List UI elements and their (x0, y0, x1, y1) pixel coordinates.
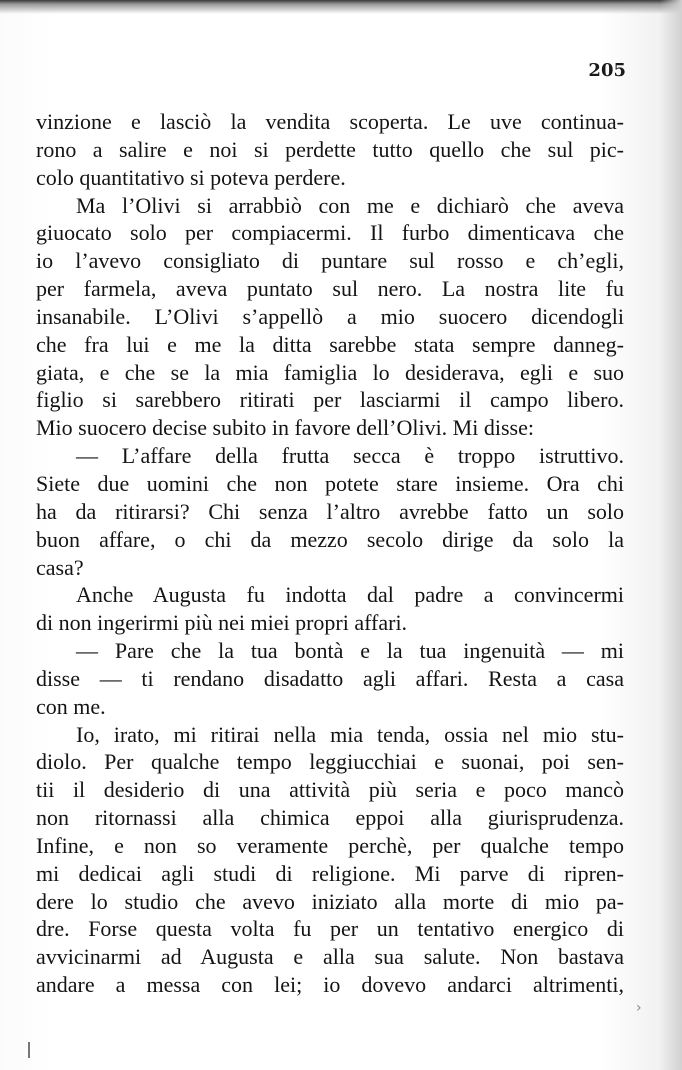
text-line: dere lo studio che avevo iniziato alla morte di mio pa- (36, 888, 624, 914)
text-line: — Pare che la tua bontà e la tua ingenuità — mi (76, 638, 624, 664)
text-line: insanabile. L’Olivi s’appellò a mio suocero dicendogli (36, 303, 624, 329)
text-line: tii il desiderio di una attività più seria e poco mancò (36, 777, 624, 803)
text-line: buon affare, o chi da mezzo secolo dirige da solo la (36, 526, 624, 552)
text-line: io l’avevo consigliato di puntare sul rosso e ch’egli, (36, 248, 624, 274)
body-text (36, 108, 624, 999)
text-line: Siete due uomini che non potete stare insieme. Ora chi (36, 470, 624, 496)
text-line: disse — ti rendano disadatto agli affari. Resta a casa (36, 665, 624, 691)
text-line: diolo. Per qualche tempo leggiucchiai e suonai, poi sen- (36, 749, 624, 775)
text-line: — L’affare della frutta secca è troppo istruttivo. (76, 443, 624, 469)
text-line: che fra lui e me la ditta sarebbe stata sempre danneg- (36, 331, 624, 357)
text-line: mi dedicai agli studi di religione. Mi parve di ripren- (36, 860, 624, 886)
page-number: 205 (588, 60, 626, 81)
text-line: casa? (36, 554, 84, 580)
text-line: colo quantitativo si poteva perdere. (36, 164, 346, 190)
text-line: Mio suocero decise subito in favore dell’Olivi. Mi disse: (36, 415, 534, 441)
text-line: ha da ritirarsi? Chi senza l’altro avrebbe fatto un solo (36, 498, 624, 524)
scan-top-edge-shadow (0, 0, 682, 14)
text-line: non ritornassi alla chimica eppoi alla giurisprudenza. (36, 805, 624, 831)
text-line: andare a messa con lei; io dovevo andarci altrimenti, (36, 972, 624, 998)
text-line: figlio si sarebbero ritirati per lasciarmi il campo libero. (36, 387, 624, 413)
text-line: Infine, e non so veramente perchè, per qualche tempo (36, 832, 624, 858)
text-line: dre. Forse questa volta fu per un tentativo energico di (36, 916, 624, 942)
scan-margin-mark (28, 1042, 30, 1058)
text-line: con me. (36, 693, 106, 719)
text-line: rono a salire e noi si perdette tutto quello che sul pic- (36, 136, 624, 162)
text-line: Io, irato, mi ritirai nella mia tenda, ossia nel mio stu- (76, 721, 624, 747)
text-line: vinzione e lasciò la vendita scoperta. Le uve continua- (36, 109, 624, 134)
text-line: avvicinarmi ad Augusta e alla sua salute. Non bastava (36, 944, 624, 970)
text-line: di non ingerirmi più nei miei propri affari. (36, 610, 408, 636)
text-line: per farmela, aveva puntato sul nero. La nostra lite fu (36, 276, 624, 302)
text-line: Ma l’Olivi si arrabbiò con me e dichiarò che aveva (76, 192, 624, 218)
scan-right-edge-shadow (660, 0, 682, 1070)
text-line: giuocato solo per compiacermi. Il furbo dimenticava che (36, 220, 624, 246)
text-line: Anche Augusta fu indotta dal padre a convincermi (76, 582, 624, 608)
scan-speck-mark: › (636, 1000, 642, 1016)
text-line: giata, e che se la mia famiglia lo desiderava, egli e suo (36, 359, 624, 385)
